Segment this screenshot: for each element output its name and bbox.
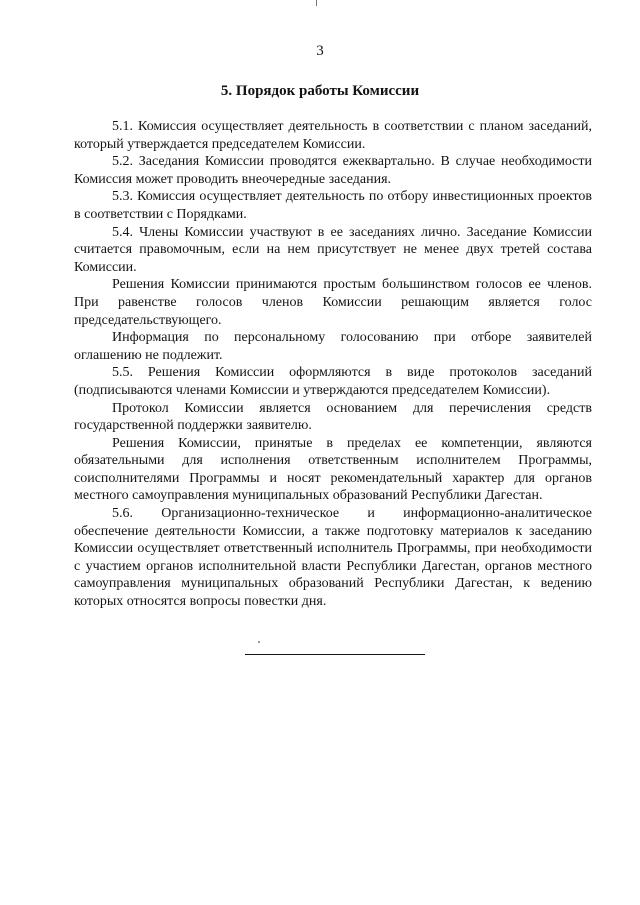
scan-artifact-dot — [258, 641, 260, 643]
paragraph-5-1: 5.1. Комиссия осуществляет деятельность в соответствии с планом заседаний, который утверждается председателем Комиссии. — [74, 119, 592, 152]
paragraph-decisions-binding: Решения Комиссии, принятые в пределах ее компетенции, являются обязательными для исполнения ответственным исполнителем Программы, соисполнителями Программы и носят рекомендательный характер для органов местного самоуправления муниципальных образований Республики Дагестан. — [74, 435, 592, 504]
paragraph-decisions: Решения Комиссии принимаются простым большинством голосов ее членов. При равенстве голосов членов Комиссии решающим является голос председательствующего. — [74, 277, 592, 328]
page-number: 3 — [316, 43, 324, 59]
scan-artifact-mark — [316, 0, 317, 6]
section-title: 5. Порядок работы Комиссии — [220, 83, 420, 99]
end-of-text-rule — [245, 654, 425, 655]
paragraph-5-4: 5.4. Члены Комиссии участвуют в ее заседаниях лично. Заседание Комиссии считается правомочным, если на нем присутствует не менее двух третей состава Комиссии. — [74, 224, 592, 275]
paragraph-5-2: 5.2. Заседания Комиссии проводятся ежеквартально. В случае необходимости Комиссия может проводить внеочередные заседания. — [74, 154, 592, 187]
paragraph-5-3: 5.3. Комиссия осуществляет деятельность по отбору инвестиционных проектов в соответствии с Порядками. — [74, 189, 592, 222]
paragraph-5-5: 5.5. Решения Комиссии оформляются в виде протоколов заседаний (подписываются членами Комиссии и утверждаются председателем Комиссии). — [74, 365, 592, 398]
paragraph-voting-info: Информация по персональному голосованию при отборе заявителей оглашению не подлежит. — [74, 330, 592, 363]
paragraph-5-6: 5.6. Организационно-техническое и информационно-аналитическое обеспечение деятельности Комиссии, а также подготовку материалов к заседанию Комиссии осуществляет ответственный исполнитель Программы, при необходимости с участием органов исполнительной власти Республики Дагестан, органов местного самоуправления муниципальных образований Республики Дагестан, к ведению которых относятся вопросы повестки дня. — [74, 506, 592, 610]
section-body — [74, 118, 592, 611]
paragraph-protocol: Протокол Комиссии является основанием для перечисления средств государственной поддержки заявителю. — [74, 400, 592, 434]
